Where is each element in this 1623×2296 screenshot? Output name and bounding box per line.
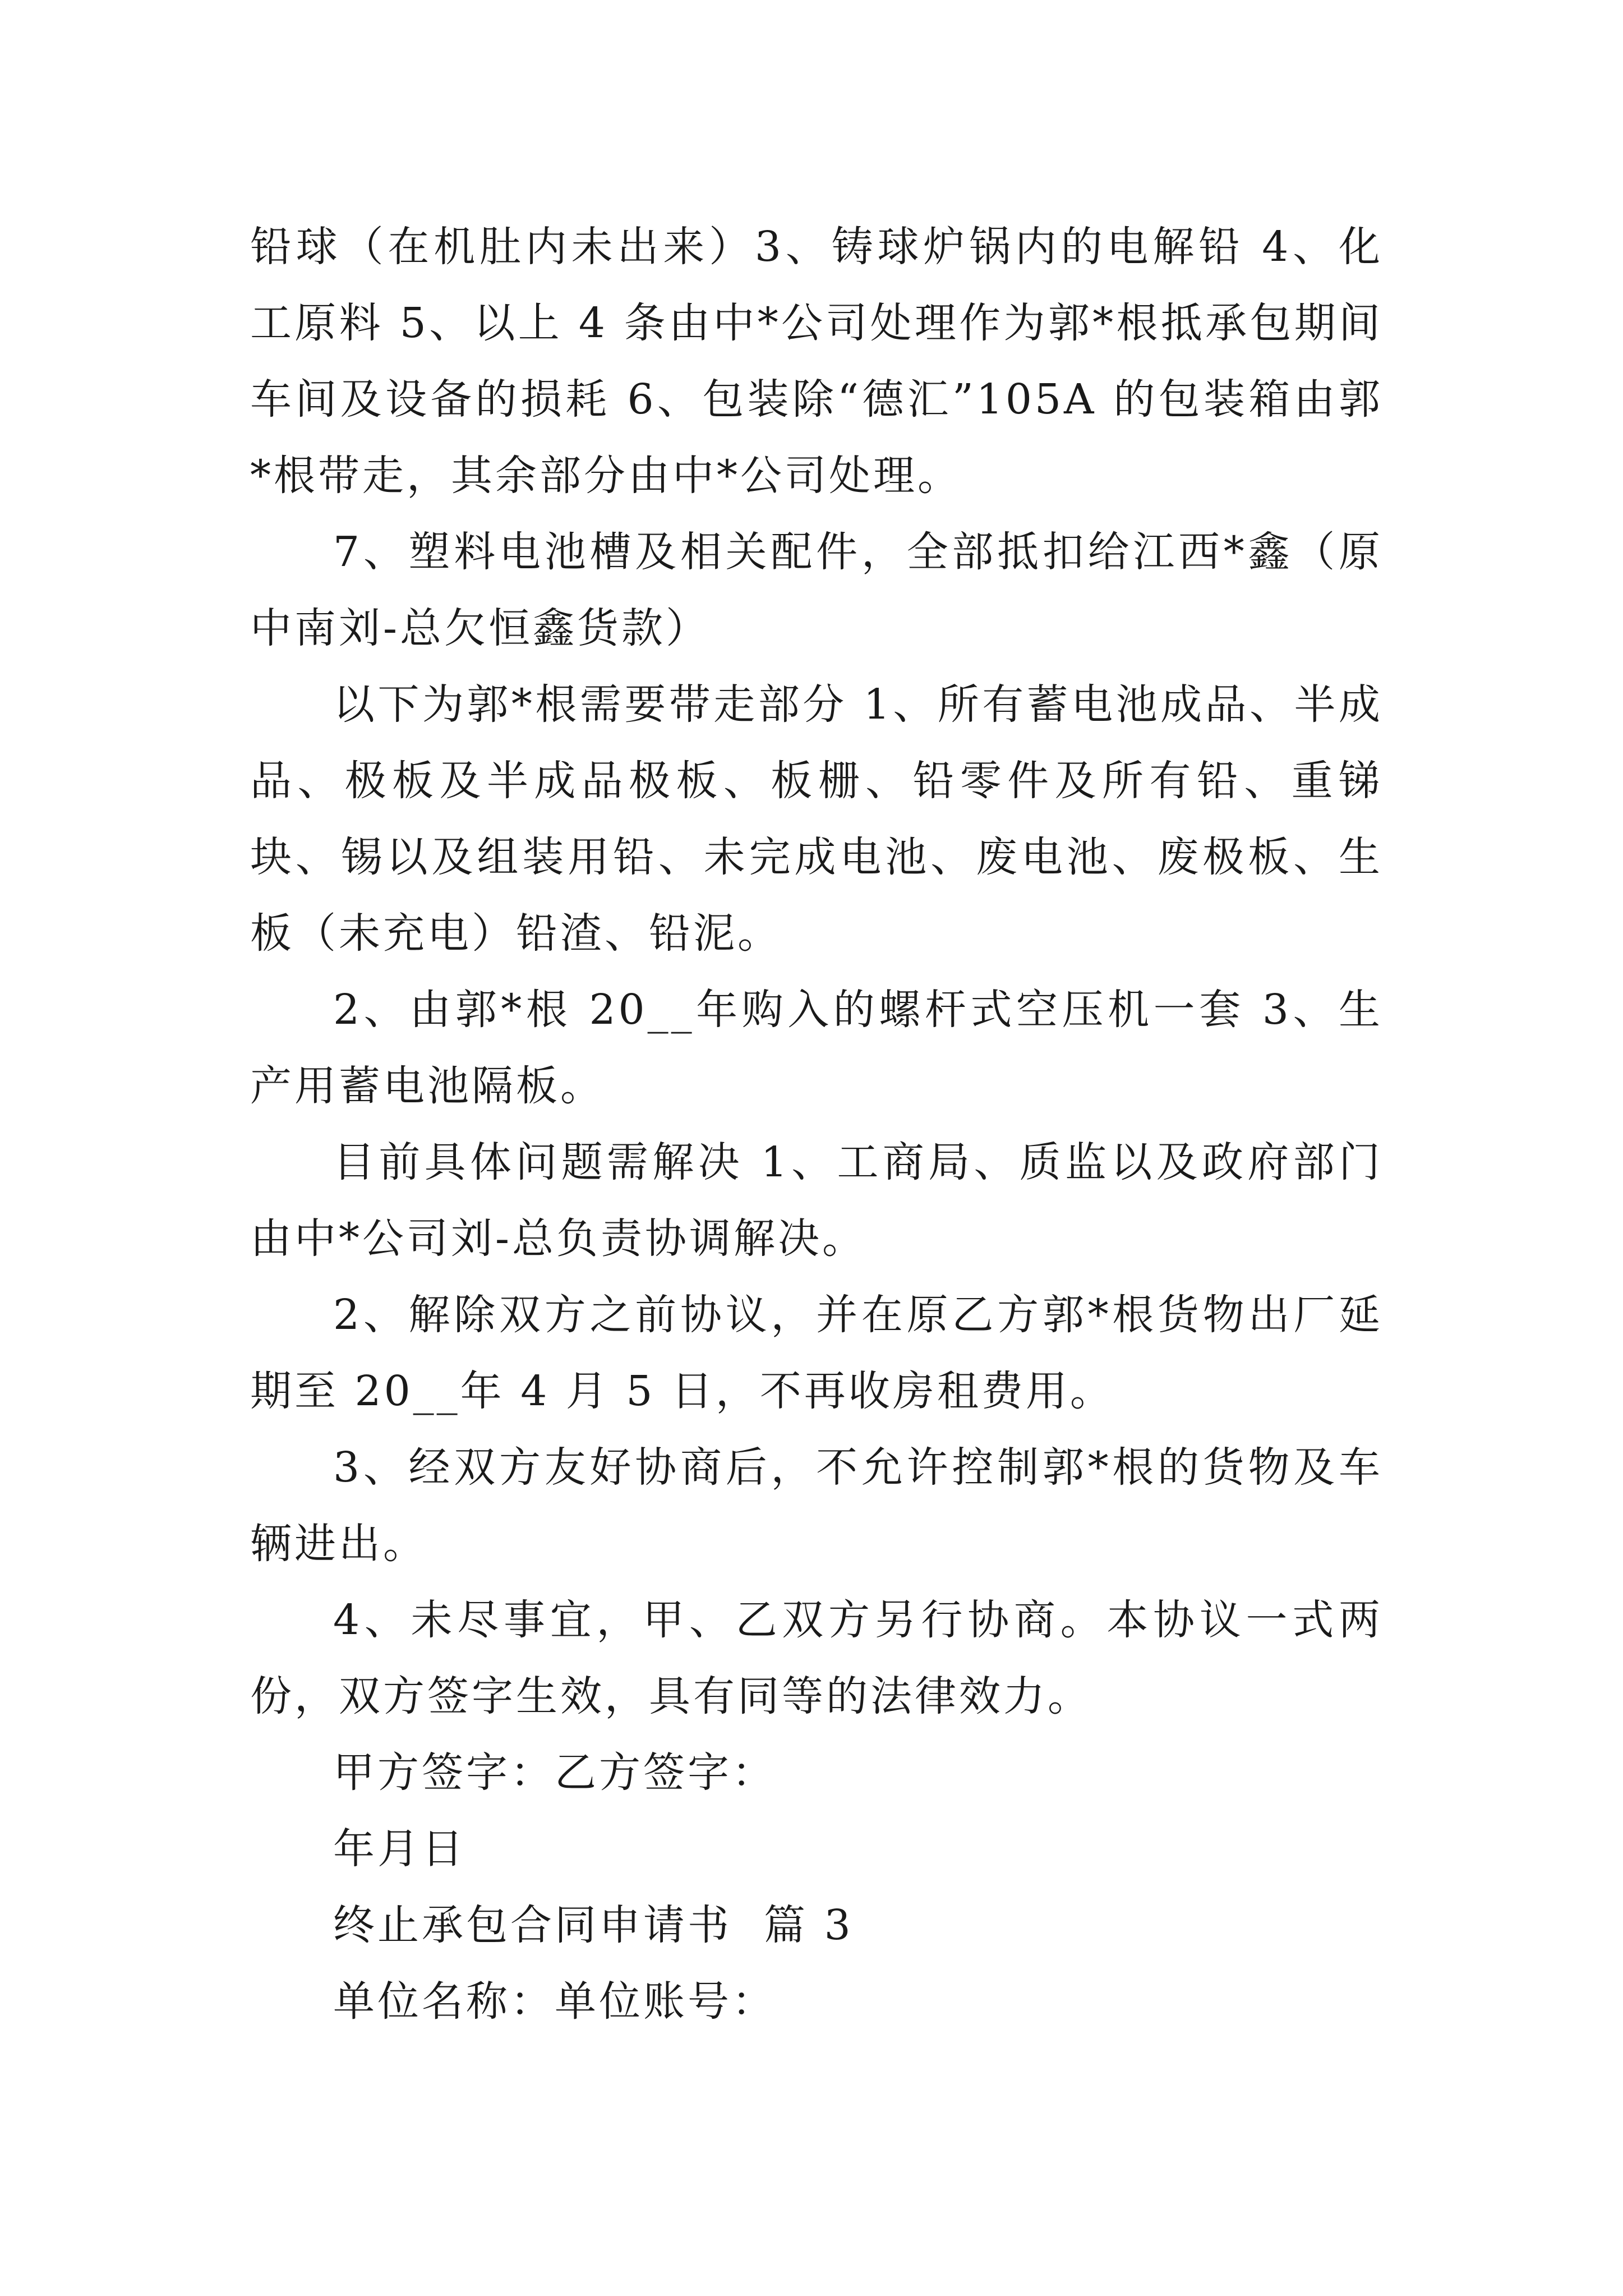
section-heading: 终止承包合同申请书 篇 3 bbox=[333, 1901, 854, 1949]
paragraph-item-3-vehicles: 3、经双方友好协商后，不允许控制郭*根的货物及车辆进出。 bbox=[250, 1443, 1383, 1568]
paragraph-take-away-items: 以下为郭*根需要带走部分 1、所有蓄电池成品、半成品、极板及半成品极板、板栅、铅零件及所有铅、重锑块、锡以及组装用铅、未完成电池、废电池、废极板、生板（未充电）铅渣、铅泥。 bbox=[250, 680, 1383, 958]
paragraph-item-2-terminate: 2、解除双方之前协议，并在原乙方郭*根货物出厂延期至 20__年 4 月 5 日，不再收房租费用。 bbox=[250, 1291, 1383, 1415]
paragraph-item-2-compressor: 2、由郭*根 20__年购入的螺杆式空压机一套 3、生产用蓄电池隔板。 bbox=[250, 986, 1383, 1110]
paragraph-item-4-other-matters: 4、未尽事宜，甲、乙双方另行协商。本协议一式两份，双方签字生效，具有同等的法律效力。 bbox=[250, 1596, 1383, 1720]
document-body bbox=[250, 209, 1383, 2040]
paragraph-continuation: 铅球（在机肚内未出来）3、铸球炉锅内的电解铅 4、化工原料 5、以上 4 条由中*公司处理作为郭*根抵承包期间车间及设备的损耗 6、包装除“德汇”105A 的包装箱由郭*根带走，其余部分由中*公司处理。 bbox=[250, 223, 1383, 500]
unit-info-line: 单位名称：单位账号： bbox=[333, 1977, 776, 2026]
date-line: 年月日 bbox=[333, 1825, 466, 1873]
paragraph-item-7: 7、塑料电池槽及相关配件，全部抵扣给江西*鑫（原中南刘-总欠恒鑫货款） bbox=[250, 528, 1383, 652]
signature-line: 甲方签字：乙方签字： bbox=[333, 1749, 776, 1797]
paragraph-issues-to-resolve: 目前具体问题需解决 1、工商局、质监以及政府部门由中*公司刘-总负责协调解决。 bbox=[250, 1138, 1383, 1263]
